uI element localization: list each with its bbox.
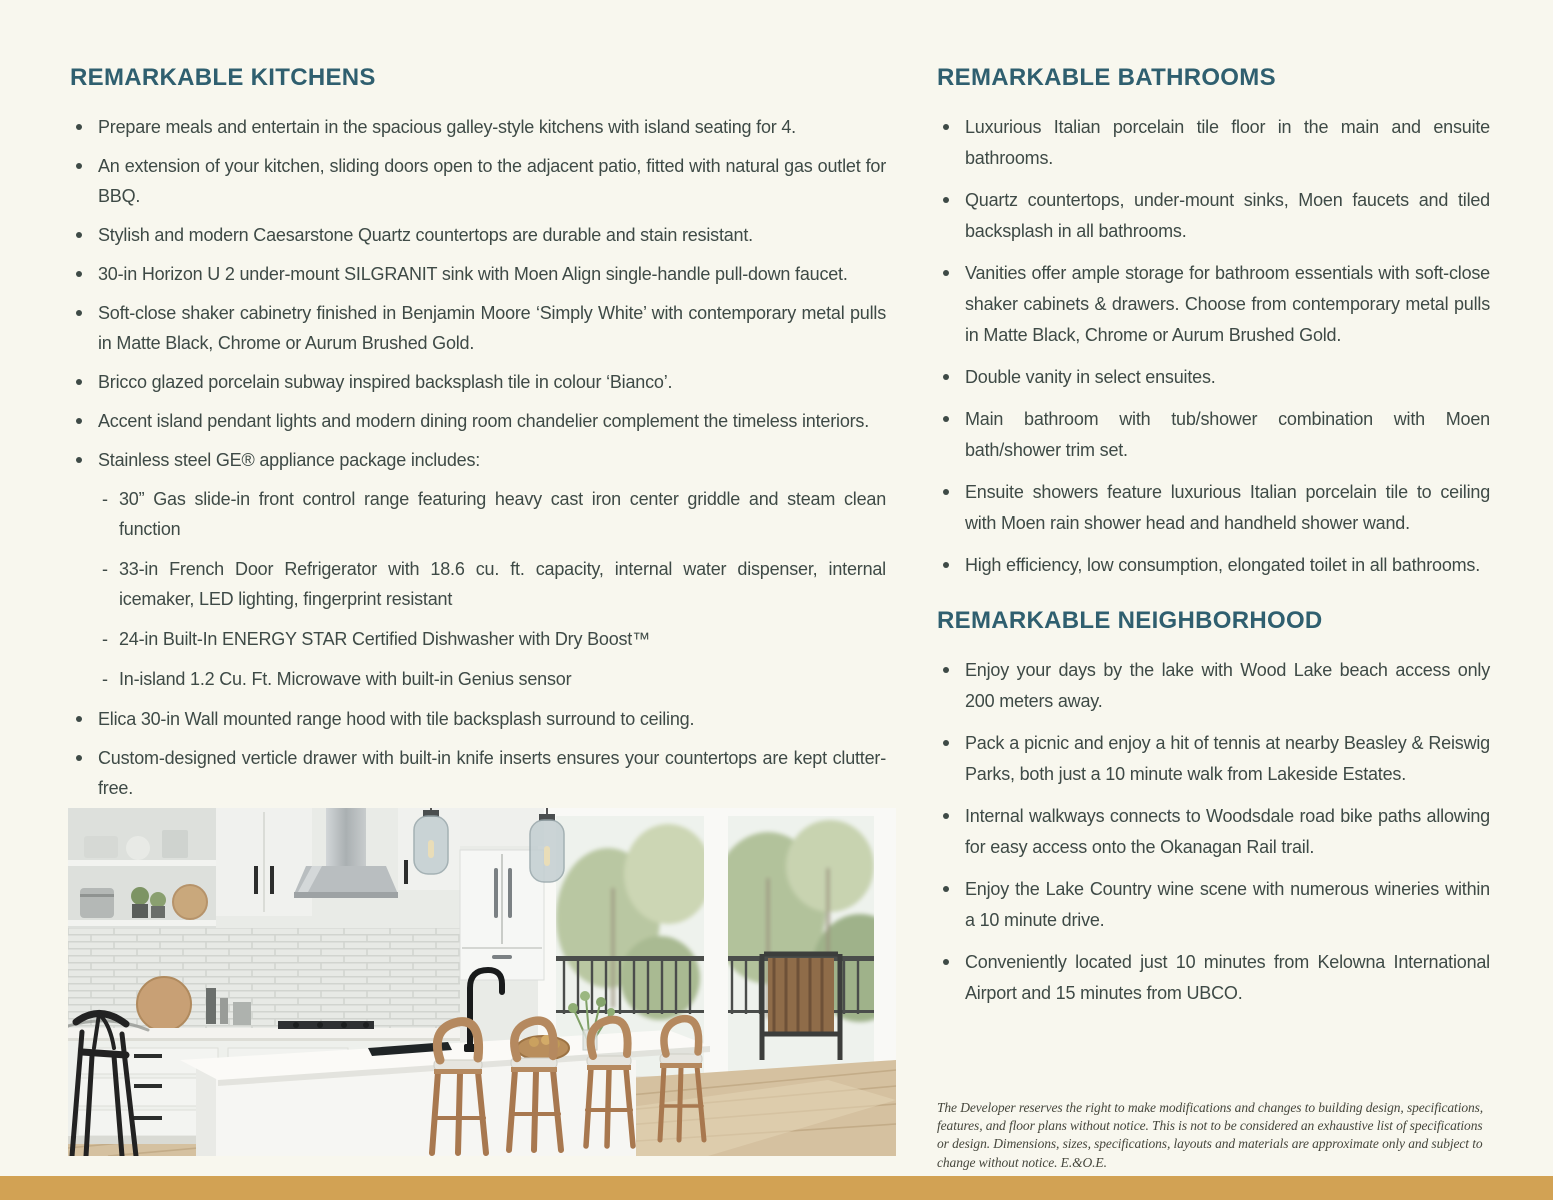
neighborhood-bullet-list <box>937 655 1490 1009</box>
open-shelves <box>68 808 216 928</box>
appliance-sub-3: - 24-in Built-In ENERGY STAR Certified Dishwasher with Dry Boost™ <box>100 624 886 654</box>
kitchens-bullet-10: Custom-designed verticle drawer with built-in knife inserts ensures your countertops are kept clutter-free. <box>70 743 886 803</box>
neighborhood-bullet-2: Pack a picnic and enjoy a hit of tennis at nearby Beasley & Reiswig Parks, both just a 10 minute walk from Lakeside Estates. <box>937 728 1490 790</box>
subway-tile-backsplash <box>68 928 460 1030</box>
kitchens-bullet-7: Accent island pendant lights and modern dining room chandelier complement the timeless interiors. <box>70 406 886 436</box>
footer-accent-bar <box>0 1176 1553 1200</box>
kitchens-bullet-list <box>70 112 886 475</box>
kitchens-section <box>70 64 886 812</box>
bathrooms-bullet-3: Vanities offer ample storage for bathroom essentials with soft-close shaker cabinets & drawers. Choose from contemporary metal pulls in Matte Black, Chrome or Aurum Brushed Gold. <box>937 258 1490 351</box>
kitchens-bullet-8: Stainless steel GE® appliance package includes: <box>70 445 886 475</box>
neighborhood-bullet-3: Internal walkways connects to Woodsdale road bike paths allowing for easy access onto the Okanagan Rail trail. <box>937 801 1490 863</box>
bathrooms-bullet-list <box>937 112 1490 581</box>
disclaimer-text: The Developer reserves the right to make modifications and changes to building design, specifications, features, and floor plans without notice. This is not to be considered an exhaustive list of specifications or design. Dimensions, sizes, specifications, layouts and materials are approximate only and subject to change without notice. E.&O.E. <box>937 1099 1484 1170</box>
appliance-sub-list <box>100 484 886 694</box>
neighborhood-bullet-1: Enjoy your days by the lake with Wood Lake beach access only 200 meters away. <box>937 655 1490 717</box>
bathrooms-bullet-7: High efficiency, low consumption, elongated toilet in all bathrooms. <box>937 550 1490 581</box>
kitchens-bullet-1: Prepare meals and entertain in the spacious galley-style kitchens with island seating for 4. <box>70 112 886 142</box>
kitchens-bullet-list-tail <box>70 704 886 803</box>
kitchens-bullet-9: Elica 30-in Wall mounted range hood with tile backsplash surround to ceiling. <box>70 704 886 734</box>
appliance-sub-4: - In-island 1.2 Cu. Ft. Microwave with built-in Genius sensor <box>100 664 886 694</box>
kitchens-bullet-3: Stylish and modern Caesarstone Quartz countertops are durable and stain resistant. <box>70 220 886 250</box>
appliance-sub-1: - 30” Gas slide-in front control range featuring heavy cast iron center griddle and steam clean function <box>100 484 886 544</box>
bathrooms-bullet-1: Luxurious Italian porcelain tile floor in the main and ensuite bathrooms. <box>937 112 1490 174</box>
neighborhood-heading: REMARKABLE NEIGHBORHOOD <box>937 607 1323 634</box>
neighborhood-bullet-5: Conveniently located just 10 minutes from Kelowna International Airport and 15 minutes from UBCO. <box>937 947 1490 1009</box>
neighborhood-bullet-4: Enjoy the Lake Country wine scene with numerous wineries within a 10 minute drive. <box>937 874 1490 936</box>
kitchen-photo-illustration <box>68 808 896 1156</box>
kitchens-bullet-5: Soft-close shaker cabinetry finished in Benjamin Moore ‘Simply White’ with contemporary metal pulls in Matte Black, Chrome or Aurum Brushed Gold. <box>70 298 886 358</box>
kitchens-heading: REMARKABLE KITCHENS <box>70 64 376 91</box>
kitchens-bullet-6: Bricco glazed porcelain subway inspired backsplash tile in colour ‘Bianco’. <box>70 367 886 397</box>
appliance-sub-2: - 33-in French Door Refrigerator with 18.6 cu. ft. capacity, internal water dispenser, internal icemaker, LED lighting, fingerprint resistant <box>100 554 886 614</box>
bathrooms-heading: REMARKABLE BATHROOMS <box>937 64 1276 91</box>
bathrooms-bullet-6: Ensuite showers feature luxurious Italian porcelain tile to ceiling with Moen rain shower head and handheld shower wand. <box>937 477 1490 539</box>
bathrooms-bullet-2: Quartz countertops, under-mount sinks, Moen faucets and tiled backsplash in all bathrooms. <box>937 185 1490 247</box>
kitchens-bullet-4: 30-in Horizon U 2 under-mount SILGRANIT sink with Moen Align single-handle pull-down faucet. <box>70 259 886 289</box>
kitchens-bullet-2: An extension of your kitchen, sliding doors open to the adjacent patio, fitted with natural gas outlet for BBQ. <box>70 151 886 211</box>
bathrooms-bullet-4: Double vanity in select ensuites. <box>937 362 1490 393</box>
bathrooms-bullet-5: Main bathroom with tub/shower combination with Moen bath/shower trim set. <box>937 404 1490 466</box>
right-column <box>937 64 1490 1020</box>
kitchen-photo <box>68 808 896 1156</box>
